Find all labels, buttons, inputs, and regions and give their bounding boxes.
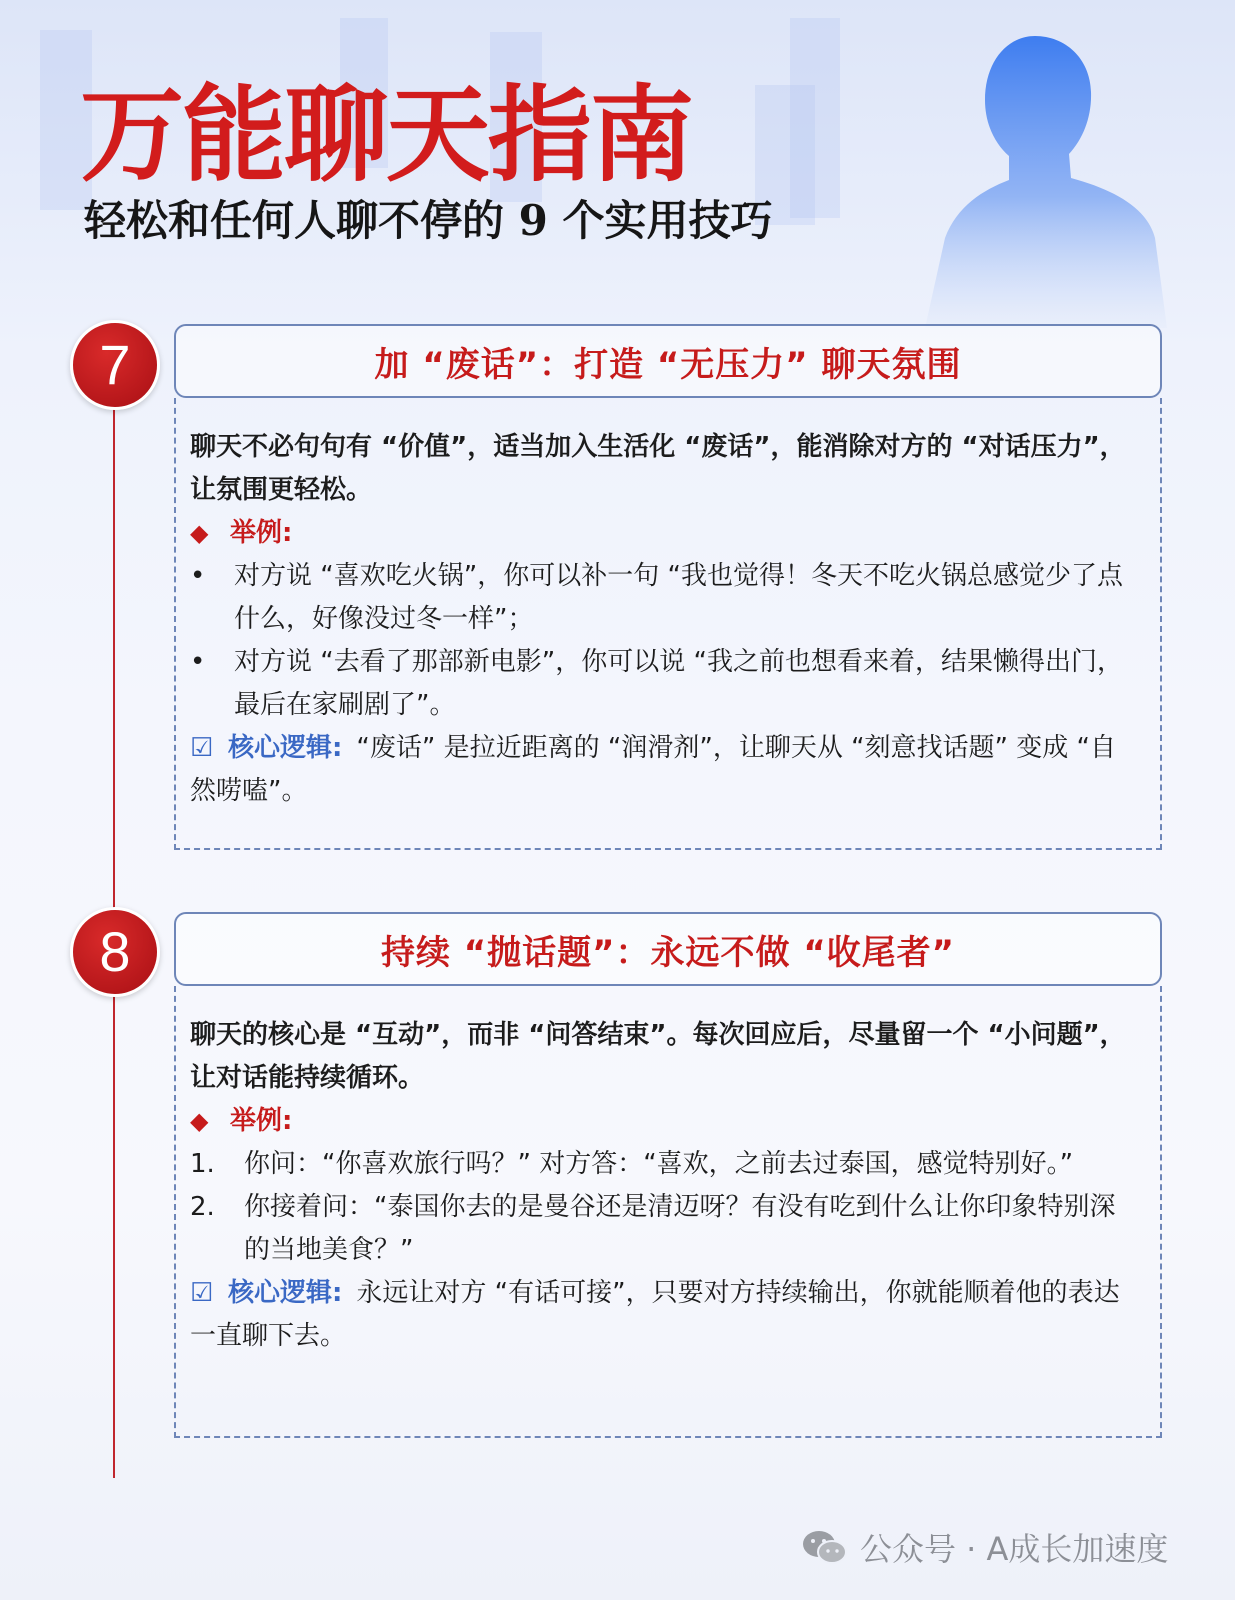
list-item <box>190 1186 1136 1272</box>
core-logic <box>190 1272 1136 1358</box>
section-lead: 聊天不必句句有 “价值”，适当加入生活化 “废话”，能消除对方的 “对话压力”，让氛围更轻松。 <box>190 432 1126 505</box>
example-label: 举例: <box>230 518 293 548</box>
bullet-marker: • <box>190 647 206 677</box>
section-title <box>174 912 1162 986</box>
number-marker: 1. <box>190 1149 215 1179</box>
section-body <box>174 398 1162 850</box>
diamond-icon: ◆ <box>190 1107 209 1135</box>
diamond-icon: ◆ <box>190 519 209 547</box>
section-title <box>174 324 1162 398</box>
list-item <box>190 555 1136 641</box>
core-logic-text: “废话” 是拉近距离的 “润滑剂”，让聊天从 “刻意找话题” 变成 “自然唠嗑”。 <box>190 733 1117 806</box>
section-title-text: 持续 “抛话题”：永远不做 “收尾者” <box>380 932 956 973</box>
page-subtitle: 轻松和任何人聊不停的 9 个实用技巧 <box>84 196 773 245</box>
section-number-badge: 8 <box>70 907 160 997</box>
list-item <box>190 641 1136 727</box>
example-heading <box>190 1100 1136 1143</box>
page-title: 万能聊天指南 <box>80 73 693 196</box>
section-lead: 聊天的核心是 “互动”，而非 “问答结束”。每次回应后，尽量留一个 “小问题”，让对话能持续循环。 <box>190 1020 1126 1093</box>
example-label: 举例: <box>230 1106 293 1136</box>
wechat-icon <box>800 1527 848 1567</box>
list-item <box>190 1143 1136 1186</box>
list-item-text: 对方说 “去看了那部新电影”，你可以说 “我之前也想看来着，结果懒得出门，最后在家刷剧了”。 <box>234 647 1123 720</box>
list-item-text: 对方说 “喜欢吃火锅”，你可以补一句 “我也觉得！冬天不吃火锅总感觉少了点什么，好像没过冬一样”； <box>234 561 1123 634</box>
example-list <box>190 555 1136 727</box>
example-heading <box>190 512 1136 555</box>
example-list <box>190 1143 1136 1272</box>
core-logic-text: 永远让对方 “有话可接”，只要对方持续输出，你就能顺着他的表达一直聊下去。 <box>190 1278 1120 1351</box>
number-marker: 2. <box>190 1192 215 1222</box>
core-logic-label: 核心逻辑: <box>228 1278 343 1308</box>
background-bar <box>790 18 840 218</box>
checkbox-icon: ☑ <box>190 1278 214 1308</box>
list-item-text: 你问：“你喜欢旅行吗？” 对方答：“喜欢，之前去过泰国，感觉特别好。” <box>244 1149 1074 1179</box>
footer-watermark <box>800 1522 1168 1572</box>
checkbox-icon: ☑ <box>190 733 214 763</box>
list-item-text: 你接着问：“泰国你去的是曼谷还是清迈呀？有没有吃到什么让你印象特别深的当地美食？” <box>244 1192 1116 1265</box>
person-silhouette-icon <box>885 28 1185 328</box>
section-title-text: 加 “废话”：打造 “无压力” 聊天氛围 <box>374 344 962 385</box>
section-body <box>174 986 1162 1438</box>
footer-text: 公众号 · A成长加速度 <box>860 1530 1169 1568</box>
section-number-badge: 7 <box>70 320 160 410</box>
bullet-marker: • <box>190 561 206 591</box>
core-logic-label: 核心逻辑: <box>228 733 343 763</box>
core-logic <box>190 727 1136 813</box>
